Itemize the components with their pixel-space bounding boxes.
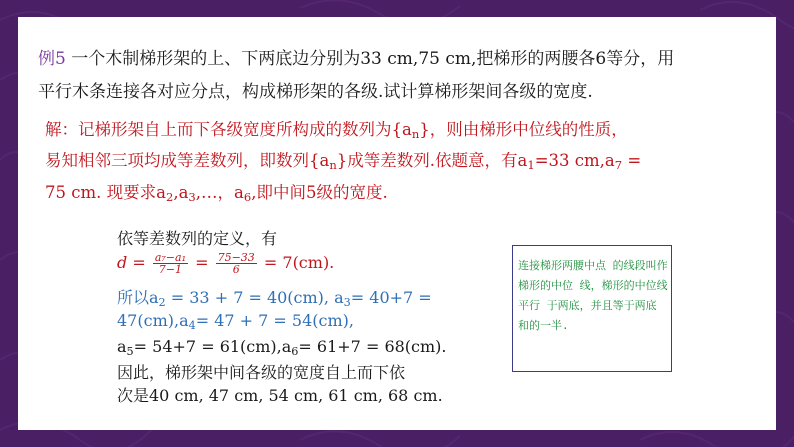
- subscript: 4: [188, 318, 196, 332]
- solution-text: }成等差数列.依题意，有a: [336, 151, 528, 170]
- solution-text: 75 cm. 现要求a: [45, 183, 166, 202]
- solution-line-1: [45, 116, 628, 141]
- subscript: 6: [291, 344, 299, 358]
- derivation-text: = 61+7 = 68(cm).: [298, 337, 447, 356]
- solution-text: ,…，a: [195, 183, 244, 202]
- subscript: n: [411, 126, 420, 141]
- slide-content-area: [18, 17, 776, 430]
- solution-text: =: [622, 151, 642, 170]
- definition-text: 依等差数列的定义，有: [117, 229, 278, 248]
- conclusion-line-1: 因此，梯形架中间各级的宽度自上而下依: [117, 363, 406, 382]
- fraction-denominator: 7−1: [158, 263, 183, 276]
- fraction-numerator: a₇−a₁: [154, 251, 186, 264]
- solution-line-2: [45, 147, 641, 172]
- problem-text-1: 一个木制梯形架的上、下两底边分别为33 cm,75 cm,把梯形的两腰各6等分，用: [71, 49, 675, 69]
- subscript: 1: [527, 157, 535, 172]
- problem-text-2: 平行木条连接各对应分点，构成梯形架的各级.试计算梯形架间各级的宽度.: [38, 82, 593, 102]
- derivation-text: = 33 + 7 = 40(cm), a: [165, 288, 344, 307]
- derivation-text: 所以a: [117, 288, 159, 307]
- derivation-text: = 47 + 7 = 54(cm),: [195, 311, 354, 330]
- problem-statement-line-2: [38, 77, 593, 102]
- problem-statement-line-1: [38, 44, 674, 69]
- solution-text: ,即中间5级的宽度.: [251, 183, 388, 202]
- derivation-text: = 40+7 =: [350, 288, 432, 307]
- formula-result: = 7(cm).: [263, 253, 335, 272]
- fraction-values: [216, 252, 257, 275]
- fraction-denominator: 6: [232, 263, 240, 276]
- solution-text: }，则由梯形中位线的性质，: [419, 120, 628, 139]
- solution-text: 易知相邻三项均成等差数列，即数列{a: [45, 151, 330, 170]
- subscript: 2: [158, 295, 166, 309]
- formula-lhs: d =: [117, 253, 146, 272]
- therefore-line-1: [117, 285, 432, 309]
- fraction-general: [153, 252, 188, 275]
- subscript: 2: [165, 189, 174, 204]
- subscript: 3: [188, 189, 196, 204]
- fraction-numerator: 75−33: [217, 251, 255, 264]
- derivation-text: 47(cm),a: [117, 311, 189, 330]
- midline-note-text: 连接梯形两腰中点 的线段叫作梯形的中位 线，梯形的中位线平行 于两底，并且等于两底 和的一半.: [518, 259, 668, 332]
- solution-text: =33 cm,a: [534, 151, 615, 170]
- therefore-line-2: [117, 311, 354, 332]
- solution-text: ,a: [173, 183, 189, 202]
- solution-line-3: [45, 179, 388, 204]
- equals-sign: =: [195, 253, 209, 272]
- solution-text: 解：记梯形架自上而下各级宽度所构成的数列为{a: [45, 120, 412, 139]
- subscript: 6: [243, 189, 252, 204]
- conclusion-line-2: 次是40 cm, 47 cm, 54 cm, 61 cm, 68 cm.: [117, 386, 443, 405]
- subscript: 7: [614, 157, 623, 172]
- subscript: 5: [126, 344, 134, 358]
- derivation-text: = 54+7 = 61(cm),a: [133, 337, 292, 356]
- midline-note-box: [512, 245, 672, 372]
- common-difference-formula: [117, 252, 334, 275]
- subscript: 3: [343, 295, 351, 309]
- example-label: 例5: [38, 49, 66, 69]
- derivation-text: a: [117, 337, 127, 356]
- subscript: n: [329, 157, 337, 172]
- therefore-line-3: [117, 337, 447, 358]
